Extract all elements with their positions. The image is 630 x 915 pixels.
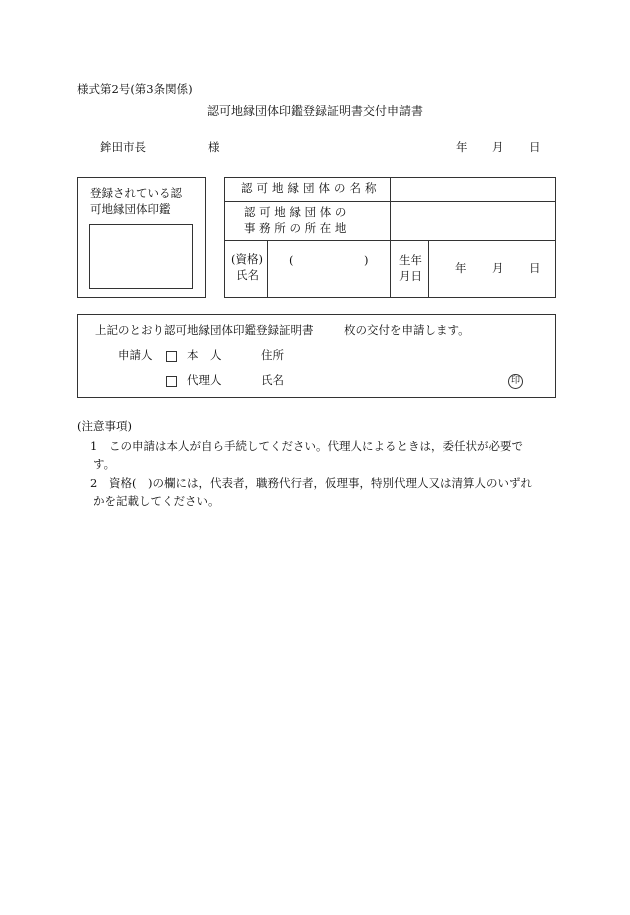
notes-heading: (注意事項) [77, 419, 132, 433]
note-1-line1: この申請は本人が自ら手続してください。代理人によるときは，委任状が必要で [109, 439, 523, 453]
name-divider [390, 240, 391, 298]
request-box [77, 314, 556, 398]
birth-divider [428, 240, 429, 298]
agent-option-label: 代理人 [187, 373, 222, 387]
note-2-line2: かを記載してください。 [93, 494, 220, 508]
birthdate-label-line1: 生年 [399, 253, 422, 267]
date-month: 月 [492, 140, 504, 154]
applicant-label: 申請人 [118, 348, 153, 362]
request-statement-part2: 枚の交付を申請します。 [344, 323, 470, 337]
birthdate-label-line2: 月日 [399, 269, 422, 283]
applicant-name-label: 氏名 [236, 268, 259, 282]
birth-month: 月 [492, 261, 504, 275]
org-name-label: 認可地縁団体の名称 [241, 181, 381, 195]
agent-checkbox[interactable] [166, 376, 177, 387]
date-year: 年 [456, 140, 468, 154]
birth-year: 年 [455, 261, 467, 275]
note-1-line2: す。 [93, 457, 116, 471]
qualification-name-field[interactable] [269, 242, 389, 297]
name-label: 氏名 [261, 373, 284, 387]
address-label: 住所 [261, 348, 284, 362]
seal-box-label-line1: 登録されている認 [90, 186, 182, 200]
org-name-field[interactable] [392, 179, 554, 200]
request-statement-part1: 上記のとおり認可地縁団体印鑑登録証明書 [95, 323, 314, 337]
qual-divider [267, 240, 268, 298]
seal-impression-area[interactable] [89, 224, 193, 289]
honorific: 様 [208, 140, 220, 154]
office-address-label-line1: 認 可 地 縁 団 体 の [244, 205, 347, 219]
qualification-paren-open: ( [289, 253, 294, 267]
seal-mark: 印 [508, 374, 523, 389]
qualification-paren-close: ) [364, 253, 369, 267]
birth-day: 日 [529, 261, 541, 275]
copies-field[interactable] [318, 322, 340, 338]
office-address-field[interactable] [392, 203, 554, 239]
recipient: 鉾田市長 [100, 140, 146, 154]
page-title: 認可地縁団体印鑑登録証明書交付申請書 [207, 104, 424, 118]
self-option-label: 本 人 [187, 348, 222, 362]
note-2-line1: 資格( )の欄には，代表者，職務代行者，仮理事，特別代理人又は清算人のいずれ [109, 476, 532, 490]
self-checkbox[interactable] [166, 351, 177, 362]
form-label: 様式第2号(第3条関係) [77, 82, 193, 96]
note-1-number: 1 [90, 439, 98, 453]
office-address-label-line2: 事 務 所 の 所 在 地 [244, 221, 347, 235]
note-2-number: 2 [90, 476, 98, 490]
seal-box-label-line2: 可地縁団体印鑑 [90, 202, 171, 216]
registered-seal-box [77, 177, 206, 298]
date-day: 日 [529, 140, 541, 154]
qualification-label: (資格) [231, 252, 263, 266]
label-divider [390, 177, 391, 240]
